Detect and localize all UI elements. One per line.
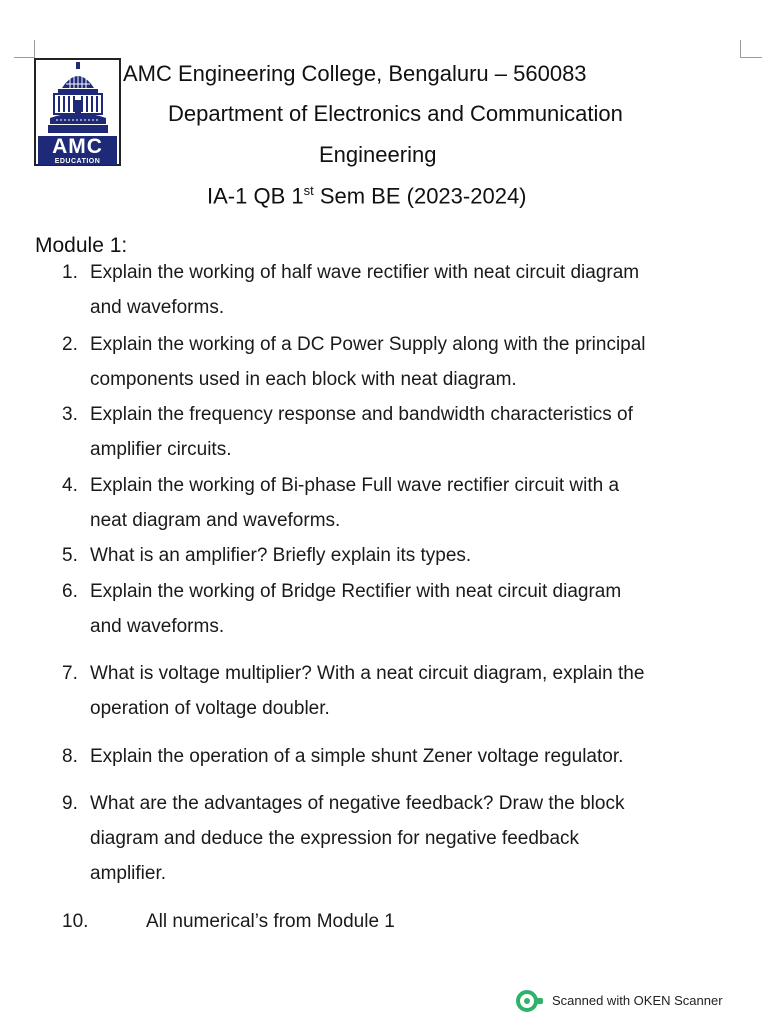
question-line: and waveforms. xyxy=(90,616,225,637)
question-line: What is an amplifier? Briefly explain its types. xyxy=(90,545,472,566)
exam-title-suffix: Sem BE (2023-2024) xyxy=(313,183,527,209)
question-line: amplifier circuits. xyxy=(90,439,232,460)
question-text xyxy=(90,327,740,397)
department-name: Department of Electronics and Communication xyxy=(168,101,623,126)
module-title: Module 1: xyxy=(35,234,128,257)
question-number: 1. xyxy=(62,262,78,283)
scanner-text: Scanned with OKEN Scanner xyxy=(552,993,723,1008)
question-text xyxy=(90,656,740,726)
logo-amc-text: AMC xyxy=(38,136,117,158)
question-line: All numerical’s from Module 1 xyxy=(146,911,395,932)
question-line: Explain the frequency response and bandwidth characteristics of xyxy=(90,404,633,425)
exam-title-prefix: IA-1 QB 1 xyxy=(207,183,304,209)
question-number: 6. xyxy=(62,581,78,602)
question-number: 4. xyxy=(62,475,78,496)
logo-education-text: EDUCATION xyxy=(38,158,117,165)
question-line: Explain the working of Bridge Rectifier with neat circuit diagram xyxy=(90,581,622,602)
question-line: What are the advantages of negative feedback? Draw the block xyxy=(90,793,625,814)
question-text xyxy=(90,397,740,467)
question-line: neat diagram and waveforms. xyxy=(90,510,341,531)
question-text xyxy=(90,538,740,573)
question-number: 9. xyxy=(62,793,78,814)
question-number: 5. xyxy=(62,545,78,566)
question-text xyxy=(90,739,740,774)
question-number: 7. xyxy=(62,663,78,684)
question-text xyxy=(146,904,768,939)
college-logo xyxy=(34,58,121,166)
exam-title-sup: st xyxy=(303,183,314,198)
question-number: 2. xyxy=(62,334,78,355)
question-number: 8. xyxy=(62,746,78,767)
oken-scanner-icon xyxy=(516,990,544,1012)
question-number: 3. xyxy=(62,404,78,425)
question-number: 10. xyxy=(62,911,89,932)
crop-mark-left xyxy=(34,40,35,58)
department-name-cont: Engineering xyxy=(319,142,437,167)
question-line: and waveforms. xyxy=(90,297,225,318)
crop-mark-right xyxy=(740,40,741,58)
question-line: operation of voltage doubler. xyxy=(90,698,330,719)
exam-title xyxy=(207,183,527,209)
question-text xyxy=(90,468,740,538)
question-line: diagram and deduce the expression for negative feedback xyxy=(90,828,580,849)
question-line: components used in each block with neat diagram. xyxy=(90,369,517,390)
college-name: AMC Engineering College, Bengaluru – 560083 xyxy=(123,61,587,86)
question-line: What is voltage multiplier? With a neat circuit diagram, explain the xyxy=(90,663,645,684)
question-line: Explain the working of a DC Power Supply along with the principal xyxy=(90,334,646,355)
question-line: Explain the working of half wave rectifier with neat circuit diagram xyxy=(90,262,640,283)
question-text xyxy=(90,786,740,891)
question-line: Explain the working of Bi-phase Full wave rectifier circuit with a xyxy=(90,475,620,496)
question-line: Explain the operation of a simple shunt Zener voltage regulator. xyxy=(90,746,624,767)
question-line: amplifier. xyxy=(90,863,167,884)
question-text xyxy=(90,574,740,644)
question-text xyxy=(90,255,740,325)
crop-mark-left-h xyxy=(14,57,34,58)
crop-mark-right-h xyxy=(740,57,762,58)
dome-building-icon xyxy=(48,62,108,134)
